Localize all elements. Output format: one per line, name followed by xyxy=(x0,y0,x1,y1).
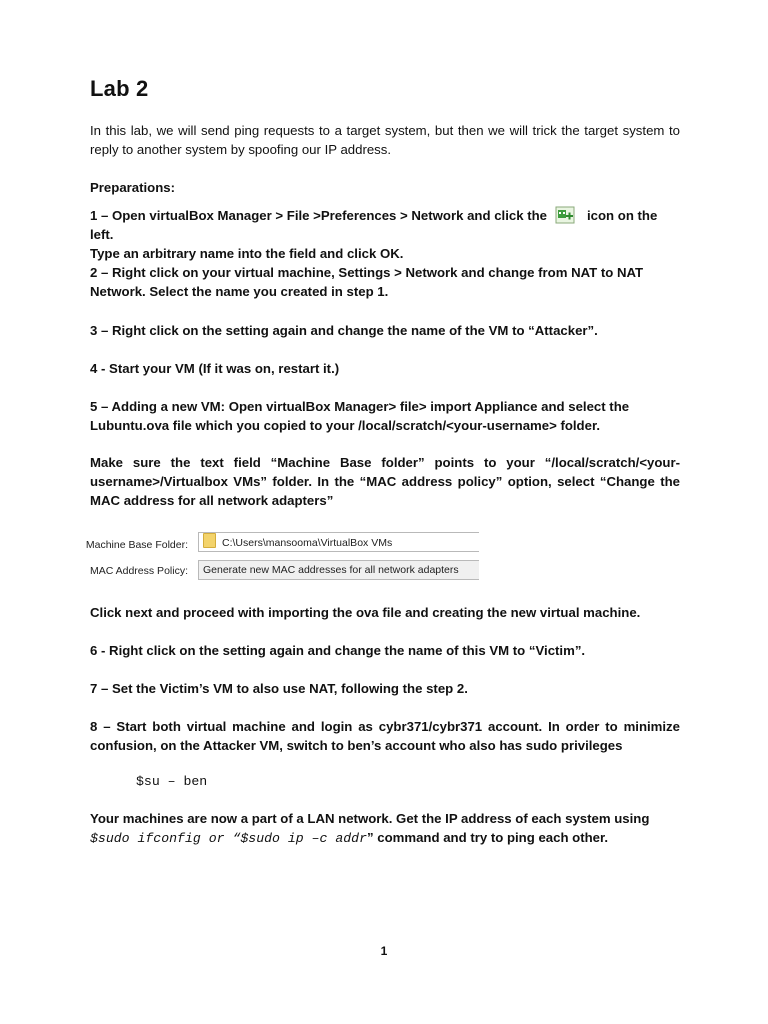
mac-policy-label: MAC Address Policy: xyxy=(89,565,188,577)
final-text-3: ” command and try to ping each other. xyxy=(367,830,609,845)
click-next-paragraph: Click next and proceed with importing the ova file and creating the new virtual machine. xyxy=(90,605,641,620)
final-paragraph xyxy=(90,809,680,848)
step-1-line-2: Type an arbitrary name into the field and click OK. xyxy=(90,246,404,261)
final-text-1: Your machines are now a part of a LAN network. Get the IP address of each system using xyxy=(90,811,650,826)
step-4: 4 - Start your VM (If it was on, restart it.) xyxy=(90,361,340,376)
final-code-2: $sudo ip –c addr xyxy=(240,831,367,846)
base-folder-label: Machine Base Folder: xyxy=(85,539,188,551)
mac-policy-value: Generate new MAC addresses for all network adapters xyxy=(203,564,459,576)
folder-icon xyxy=(203,533,216,548)
preparations-heading: Preparations: xyxy=(90,180,176,195)
add-network-icon xyxy=(555,206,575,224)
step-5: 5 – Adding a new VM: Open virtualBox Manager> file> import Appliance and select the Lubuntu.ova file which you copied to your /local/scratch/<your-username> folder. xyxy=(90,399,630,433)
make-sure-paragraph: Make sure the text field “Machine Base folder” points to your “/local/scratch/<your-username>/Virtualbox VMs” folder. In the “MAC address policy” option, select “Change the MAC address for all network adapters” xyxy=(90,455,680,508)
step-8: 8 – Start both virtual machine and login as cybr371/cybr371 account. In order to minimize confusion, on the Attacker VM, switch to ben’s account who also has sudo privileges xyxy=(90,719,680,753)
mac-policy-field xyxy=(198,560,479,580)
final-text-2: “ xyxy=(224,831,241,846)
base-folder-field xyxy=(198,532,479,552)
final-code-1: $sudo ifconfig or xyxy=(90,831,225,846)
import-settings-screenshot xyxy=(85,532,480,582)
page-number: 1 xyxy=(380,944,388,958)
page-title: Lab 2 xyxy=(90,76,149,101)
intro-paragraph: In this lab, we will send ping requests to a target system, but then we will trick the target system to reply to another system by spoofing our IP address. xyxy=(90,123,680,157)
step-1-text-before-icon: 1 – Open virtualBox Manager > File >Preferences > Network and click the xyxy=(90,208,547,223)
step-6: 6 - Right click on the setting again and change the name of this VM to “Victim”. xyxy=(90,643,586,658)
step-1 xyxy=(90,206,680,263)
step-1-text-after-icon: icon on the left. xyxy=(90,208,658,242)
step-2: 2 – Right click on your virtual machine, Settings > Network and change from NAT to NAT Network. Select the name you created in step 1. xyxy=(90,265,644,299)
su-command: $su – ben xyxy=(136,774,208,789)
base-folder-value: C:\Users\mansooma\VirtualBox VMs xyxy=(222,537,393,549)
step-7: 7 – Set the Victim’s VM to also use NAT, following the step 2. xyxy=(90,681,468,696)
step-3: 3 – Right click on the setting again and change the name of the VM to “Attacker”. xyxy=(90,323,598,338)
